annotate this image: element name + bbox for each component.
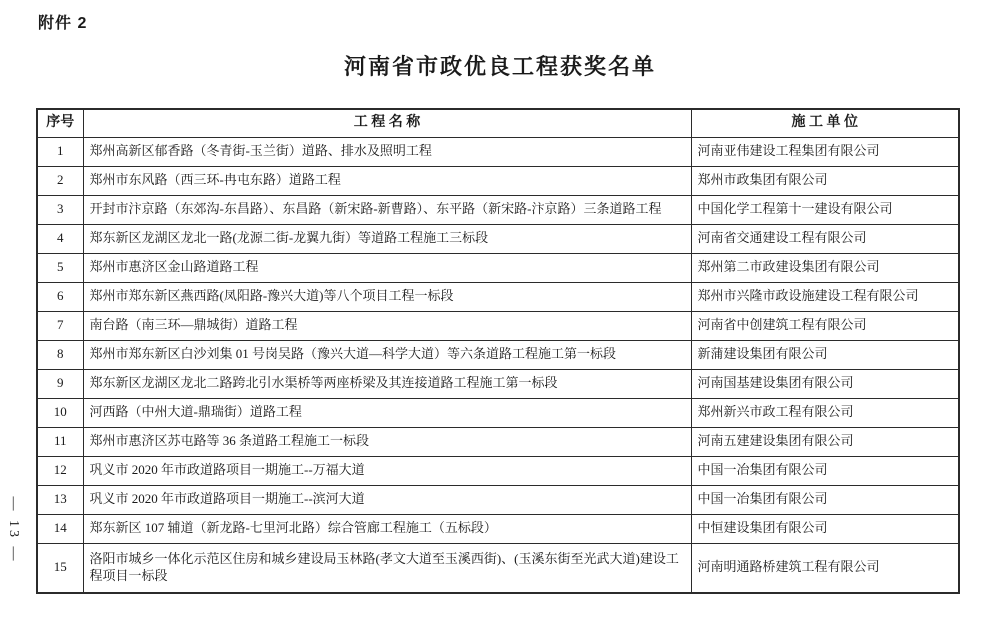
- serial-number-cell: 3: [37, 195, 83, 224]
- project-name-cell: 郑东新区龙湖区龙北二路跨北引水渠桥等两座桥梁及其连接道路工程施工第一标段: [83, 369, 691, 398]
- construction-unit-cell: 中恒建设集团有限公司: [691, 514, 959, 543]
- serial-number-cell: 14: [37, 514, 83, 543]
- table-row: [37, 195, 959, 224]
- serial-number-cell: 10: [37, 398, 83, 427]
- table-row: [37, 485, 959, 514]
- construction-unit-cell: 郑州市政集团有限公司: [691, 166, 959, 195]
- project-name-cell: 巩义市 2020 年市政道路项目一期施工--滨河大道: [83, 485, 691, 514]
- project-name-cell: 洛阳市城乡一体化示范区住房和城乡建设局玉林路(孝文大道至玉溪西街)、(玉溪东街至光武大道)建设工程项目一标段: [83, 543, 691, 593]
- serial-number-cell: 11: [37, 427, 83, 456]
- serial-number-cell: 4: [37, 224, 83, 253]
- table-row: [37, 369, 959, 398]
- project-name-cell: 南台路（南三环—鼎城街）道路工程: [83, 311, 691, 340]
- project-name-cell: 巩义市 2020 年市政道路项目一期施工--万福大道: [83, 456, 691, 485]
- table-row: [37, 253, 959, 282]
- table-row: [37, 166, 959, 195]
- awards-table: [36, 108, 960, 594]
- project-name-cell: 郑州市郑东新区白沙刘集 01 号岗吴路（豫兴大道—科学大道）等六条道路工程施工第一标段: [83, 340, 691, 369]
- construction-unit-cell: 河南五建建设集团有限公司: [691, 427, 959, 456]
- serial-number-cell: 12: [37, 456, 83, 485]
- table-body: [37, 137, 959, 593]
- table-row: [37, 224, 959, 253]
- serial-number-cell: 2: [37, 166, 83, 195]
- serial-number-cell: 13: [37, 485, 83, 514]
- construction-unit-cell: 河南省中创建筑工程有限公司: [691, 311, 959, 340]
- construction-unit-cell: 河南明通路桥建筑工程有限公司: [691, 543, 959, 593]
- project-name-cell: 郑州市惠济区苏屯路等 36 条道路工程施工一标段: [83, 427, 691, 456]
- table-row: [37, 543, 959, 593]
- project-name-cell: 郑州市东风路（西三环-冉屯东路）道路工程: [83, 166, 691, 195]
- construction-unit-cell: 郑州第二市政建设集团有限公司: [691, 253, 959, 282]
- project-name-cell: 郑州市郑东新区燕西路(凤阳路-豫兴大道)等八个项目工程一标段: [83, 282, 691, 311]
- construction-unit-cell: 中国一冶集团有限公司: [691, 485, 959, 514]
- project-name-cell: 郑东新区 107 辅道（新龙路-七里河北路）综合管廊工程施工（五标段）: [83, 514, 691, 543]
- serial-number-cell: 15: [37, 543, 83, 593]
- serial-number-cell: 8: [37, 340, 83, 369]
- table-row: [37, 456, 959, 485]
- construction-unit-cell: 河南省交通建设工程有限公司: [691, 224, 959, 253]
- table-row: [37, 137, 959, 166]
- project-name-cell: 郑东新区龙湖区龙北一路(龙源二街-龙翼九街）等道路工程施工三标段: [83, 224, 691, 253]
- construction-unit-cell: 河南国基建设集团有限公司: [691, 369, 959, 398]
- header-construction-unit: 施 工 单 位: [691, 109, 959, 137]
- table-row: [37, 427, 959, 456]
- table-header-row: [37, 109, 959, 137]
- project-name-cell: 开封市汴京路（东郊沟-东昌路）、东昌路（新宋路-新曹路）、东平路（新宋路-汴京路）三条道路工程: [83, 195, 691, 224]
- construction-unit-cell: 河南亚伟建设工程集团有限公司: [691, 137, 959, 166]
- table-row: [37, 340, 959, 369]
- table-row: [37, 514, 959, 543]
- page-title: 河南省市政优良工程获奖名单: [343, 54, 656, 79]
- project-name-cell: 郑州市惠济区金山路道路工程: [83, 253, 691, 282]
- serial-number-cell: 5: [37, 253, 83, 282]
- construction-unit-cell: 郑州新兴市政工程有限公司: [691, 398, 959, 427]
- table-row: [37, 311, 959, 340]
- serial-number-cell: 1: [37, 137, 83, 166]
- construction-unit-cell: 郑州市兴隆市政设施建设工程有限公司: [691, 282, 959, 311]
- project-name-cell: 河西路（中州大道-鼎瑞街）道路工程: [83, 398, 691, 427]
- serial-number-cell: 9: [37, 369, 83, 398]
- table-row: [37, 282, 959, 311]
- project-name-cell: 郑州高新区郁香路（冬青街-玉兰街）道路、排水及照明工程: [83, 137, 691, 166]
- header-project-name: 工 程 名 称: [83, 109, 691, 137]
- attachment-label: 附件 2: [38, 15, 88, 32]
- construction-unit-cell: 中国化学工程第十一建设有限公司: [691, 195, 959, 224]
- serial-number-cell: 6: [37, 282, 83, 311]
- header-serial-number: 序号: [37, 109, 83, 137]
- serial-number-cell: 7: [37, 311, 83, 340]
- table-row: [37, 398, 959, 427]
- page-number: — 13 —: [6, 496, 21, 564]
- construction-unit-cell: 新蒲建设集团有限公司: [691, 340, 959, 369]
- construction-unit-cell: 中国一冶集团有限公司: [691, 456, 959, 485]
